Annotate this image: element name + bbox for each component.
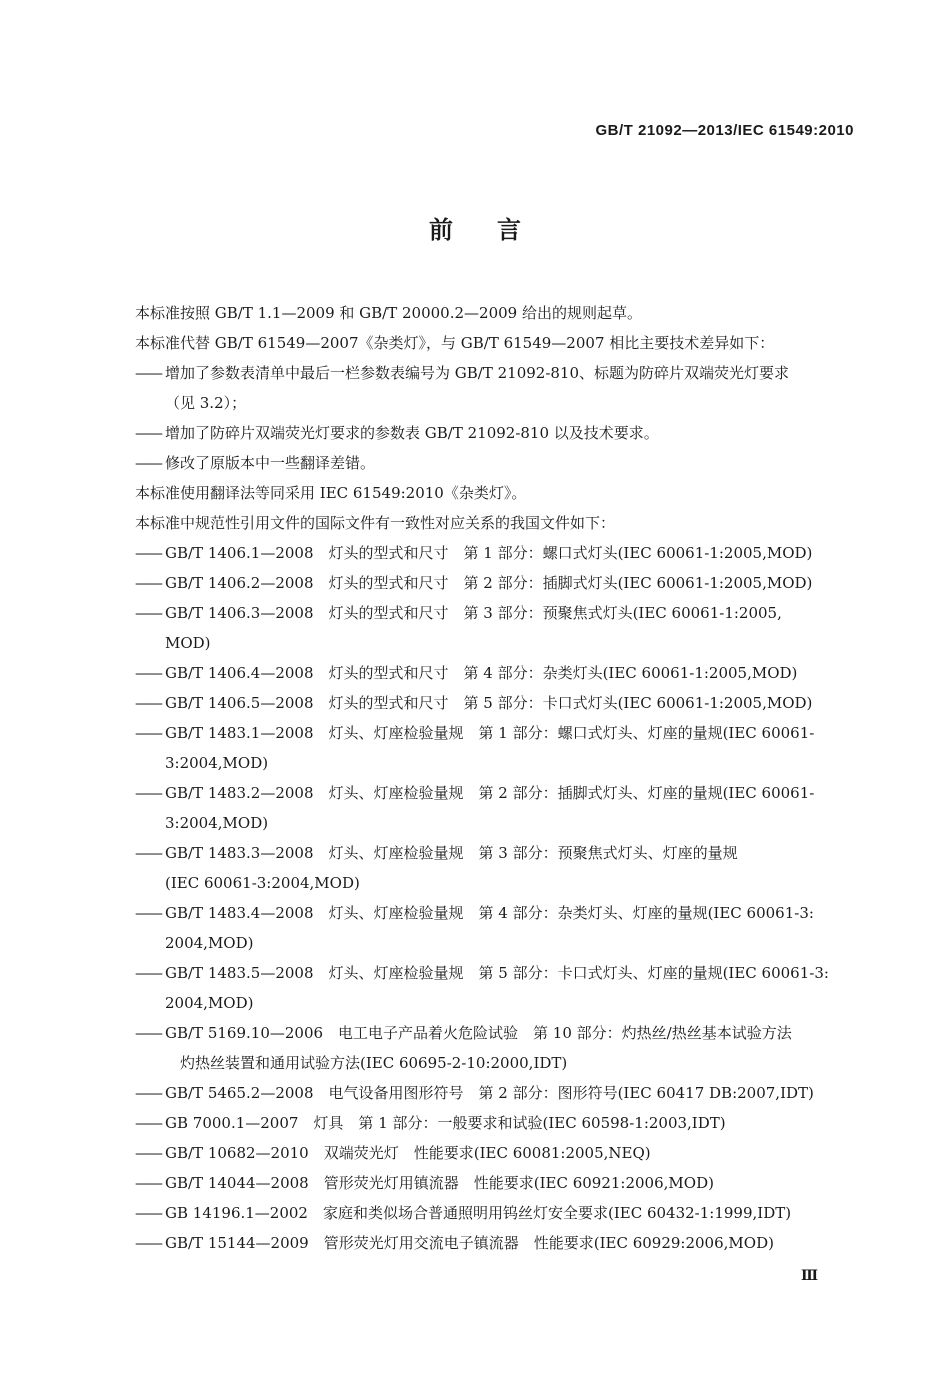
dash-marker: —— bbox=[135, 1084, 161, 1102]
reference-text: GB/T 5169.10—2006 电工电子产品着火危险试验 第 10 部分：灼热丝/热丝基本试验方法 灼热丝装置和通用试验方法(IEC 60695-2-10:2000,IDT) bbox=[165, 1024, 792, 1072]
reference-text: GB/T 14044—2008 管形荧光灯用镇流器 性能要求(IEC 60921:2006,MOD) bbox=[165, 1174, 714, 1192]
reference-item bbox=[135, 958, 855, 1018]
reference-item bbox=[135, 538, 855, 568]
reference-text: GB/T 5465.2—2008 电气设备用图形符号 第 2 部分：图形符号(IEC 60417 DB:2007,IDT) bbox=[165, 1084, 814, 1102]
reference-item bbox=[135, 1138, 855, 1168]
change-item bbox=[135, 418, 855, 448]
change-item bbox=[135, 448, 855, 478]
reference-text: GB/T 1406.4—2008 灯头的型式和尺寸 第 4 部分：杂类灯头(IEC 60061-1:2005,MOD) bbox=[165, 664, 798, 682]
reference-text: GB/T 1483.4—2008 灯头、灯座检验量规 第 4 部分：杂类灯头、灯座的量规(IEC 60061-3: 2004,MOD) bbox=[165, 904, 814, 952]
reference-text: GB/T 1483.3—2008 灯头、灯座检验量规 第 3 部分：预聚焦式灯头、灯座的量规 (IEC 60061-3:2004,MOD) bbox=[165, 844, 738, 892]
dash-marker: —— bbox=[135, 724, 161, 742]
dash-marker: —— bbox=[135, 1204, 161, 1222]
reference-text: GB/T 1483.5—2008 灯头、灯座检验量规 第 5 部分：卡口式灯头、灯座的量规(IEC 60061-3: 2004,MOD) bbox=[165, 964, 829, 1012]
reference-item bbox=[135, 1078, 855, 1108]
reference-text: GB 14196.1—2002 家庭和类似场合普通照明用钨丝灯安全要求(IEC 60432-1:1999,IDT) bbox=[165, 1204, 792, 1222]
paragraph: 本标准使用翻译法等同采用 IEC 61549:2010《杂类灯》。 bbox=[135, 484, 527, 502]
reference-item bbox=[135, 658, 855, 688]
dash-marker: —— bbox=[135, 454, 161, 472]
dash-marker: —— bbox=[135, 544, 161, 562]
reference-text: GB/T 1483.2—2008 灯头、灯座检验量规 第 2 部分：插脚式灯头、灯座的量规(IEC 60061- 3:2004,MOD) bbox=[165, 784, 815, 832]
reference-item bbox=[135, 568, 855, 598]
dash-marker: —— bbox=[135, 574, 161, 592]
dash-marker: —— bbox=[135, 364, 161, 382]
reference-item bbox=[135, 898, 855, 958]
reference-text: GB/T 15144—2009 管形荧光灯用交流电子镇流器 性能要求(IEC 60929:2006,MOD) bbox=[165, 1234, 774, 1252]
paragraph: 本标准代替 GB/T 61549—2007《杂类灯》，与 GB/T 61549—2007 相比主要技术差异如下： bbox=[135, 334, 775, 352]
reference-item bbox=[135, 838, 855, 898]
reference-text: GB/T 1406.3—2008 灯头的型式和尺寸 第 3 部分：预聚焦式灯头(IEC 60061-1:2005, MOD) bbox=[165, 604, 782, 652]
dash-marker: —— bbox=[135, 1114, 161, 1132]
dash-marker: —— bbox=[135, 1174, 161, 1192]
reference-item bbox=[135, 1168, 855, 1198]
dash-marker: —— bbox=[135, 604, 161, 622]
change-text: 修改了原版本中一些翻译差错。 bbox=[165, 454, 376, 472]
reference-text: GB/T 1406.2—2008 灯头的型式和尺寸 第 2 部分：插脚式灯头(IEC 60061-1:2005,MOD) bbox=[165, 574, 813, 592]
references-list bbox=[135, 538, 855, 1258]
reference-item bbox=[135, 718, 855, 778]
reference-item bbox=[135, 778, 855, 838]
dash-marker: —— bbox=[135, 964, 161, 982]
changes-list bbox=[135, 358, 855, 478]
change-item bbox=[135, 358, 855, 418]
change-text: 增加了参数表清单中最后一栏参数表编号为 GB/T 21092-810、标题为防碎片双端荧光灯要求 （见 3.2）； bbox=[165, 364, 790, 412]
reference-text: GB 7000.1—2007 灯具 第 1 部分：一般要求和试验(IEC 60598-1:2003,IDT) bbox=[165, 1114, 726, 1132]
reference-item bbox=[135, 1018, 855, 1078]
dash-marker: —— bbox=[135, 904, 161, 922]
reference-item bbox=[135, 1108, 855, 1138]
reference-item bbox=[135, 598, 855, 658]
page-title: 前言 bbox=[429, 215, 565, 244]
reference-item bbox=[135, 1198, 855, 1228]
paragraph: 本标准按照 GB/T 1.1—2009 和 GB/T 20000.2—2009 给出的规则起草。 bbox=[135, 304, 642, 322]
reference-text: GB/T 1406.1—2008 灯头的型式和尺寸 第 1 部分：螺口式灯头(IEC 60061-1:2005,MOD) bbox=[165, 544, 813, 562]
dash-marker: —— bbox=[135, 1024, 161, 1042]
reference-item bbox=[135, 688, 855, 718]
reference-text: GB/T 10682—2010 双端荧光灯 性能要求(IEC 60081:2005,NEQ) bbox=[165, 1144, 651, 1162]
dash-marker: —— bbox=[135, 844, 161, 862]
change-text: 增加了防碎片双端荧光灯要求的参数表 GB/T 21092-810 以及技术要求。 bbox=[165, 424, 659, 442]
page-number: Ⅲ bbox=[800, 1268, 818, 1284]
dash-marker: —— bbox=[135, 424, 161, 442]
dash-marker: —— bbox=[135, 664, 161, 682]
reference-text: GB/T 1483.1—2008 灯头、灯座检验量规 第 1 部分：螺口式灯头、灯座的量规(IEC 60061- 3:2004,MOD) bbox=[165, 724, 815, 772]
dash-marker: —— bbox=[135, 694, 161, 712]
dash-marker: —— bbox=[135, 1144, 161, 1162]
dash-marker: —— bbox=[135, 784, 161, 802]
document-body bbox=[135, 298, 855, 1258]
reference-text: GB/T 1406.5—2008 灯头的型式和尺寸 第 5 部分：卡口式灯头(IEC 60061-1:2005,MOD) bbox=[165, 694, 813, 712]
dash-marker: —— bbox=[135, 1234, 161, 1252]
reference-item bbox=[135, 1228, 855, 1258]
standard-code: GB/T 21092—2013/IEC 61549:2010 bbox=[595, 122, 854, 139]
paragraph: 本标准中规范性引用文件的国际文件有一致性对应关系的我国文件如下： bbox=[135, 514, 616, 532]
